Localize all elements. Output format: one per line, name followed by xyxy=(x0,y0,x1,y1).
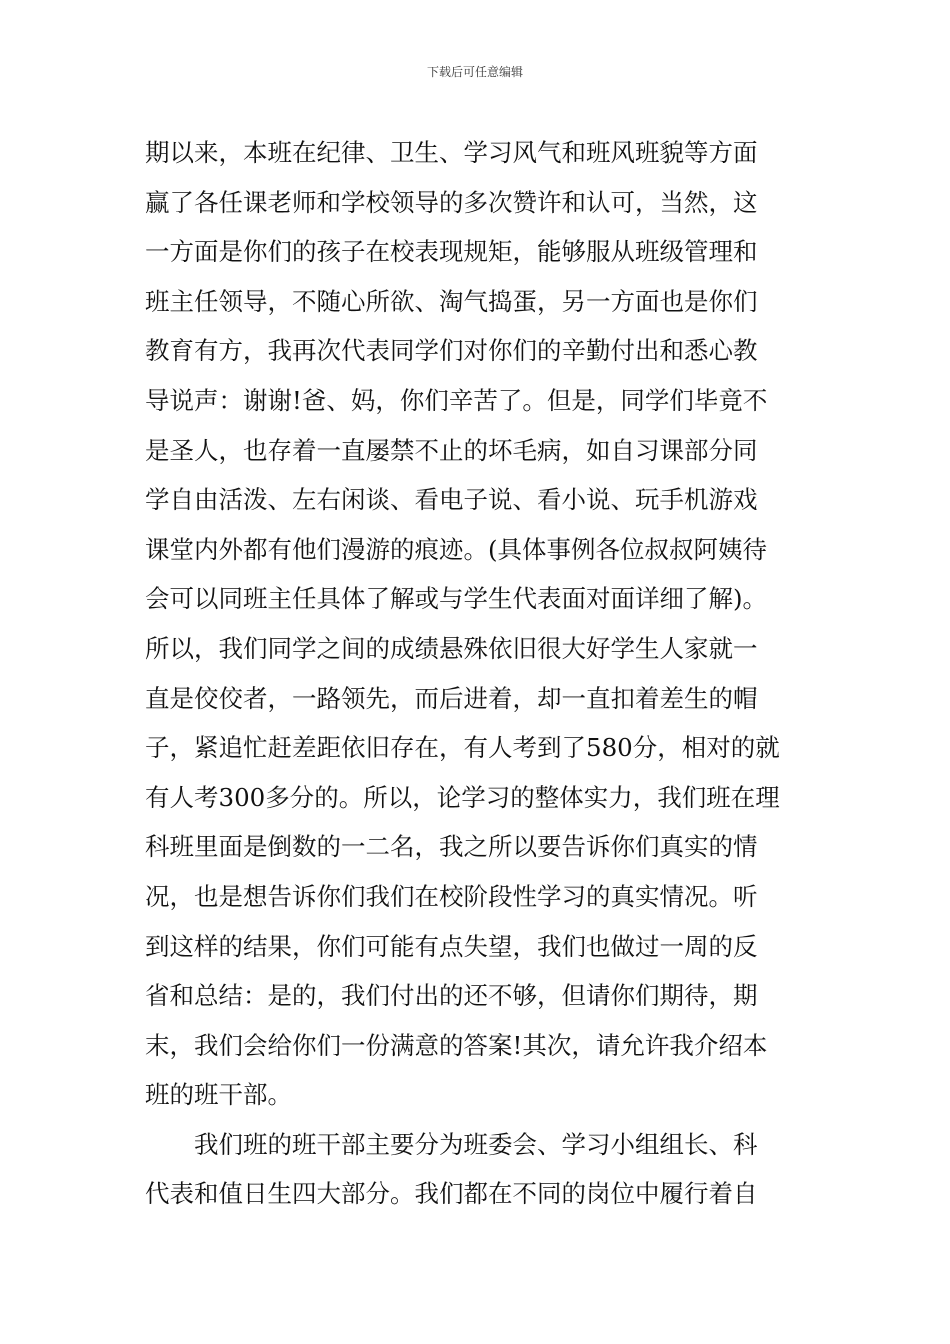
text-line: 省和总结：是的，我们付出的还不够，但请你们期待，期 xyxy=(145,981,758,1011)
text-line: 有人考300多分的。所以，论学习的整体实力，我们班在理 xyxy=(145,782,780,812)
paragraph-1 xyxy=(145,128,810,1120)
text-line: 学自由活泼、左右闲谈、看电子说、看小说、玩手机游戏 xyxy=(145,485,758,515)
text-line: 末，我们会给你们一份满意的答案!其次，请允许我介绍本 xyxy=(145,1030,768,1060)
text-line: 直是佼佼者，一路领先，而后进着，却一直扣着差生的帽 xyxy=(145,683,758,713)
text-line: 课堂内外都有他们漫游的痕迹。(具体事例各位叔叔阿姨待 xyxy=(145,534,768,564)
page-header: 下载后可任意编辑 xyxy=(426,65,523,79)
text-line: 期以来，本班在纪律、卫生、学习风气和班风班貌等方面 xyxy=(145,138,758,167)
text-line: 班的班干部。 xyxy=(145,1080,292,1110)
text-line: 到这样的结果，你们可能有点失望，我们也做过一周的反 xyxy=(145,931,758,961)
text-line: 科班里面是倒数的一二名，我之所以要告诉你们真实的情 xyxy=(145,832,758,862)
paragraph-2 xyxy=(145,1120,810,1219)
text-line: 赢了各任课老师和学校领导的多次赞许和认可，当然，这 xyxy=(145,187,758,217)
text-line: 况，也是想告诉你们我们在校阶段性学习的真实情况。听 xyxy=(145,881,758,911)
text-line: 班主任领导，不随心所欲、淘气捣蛋，另一方面也是你们 xyxy=(145,286,758,316)
document-body xyxy=(145,128,810,1219)
text-line: 一方面是你们的孩子在校表现规矩，能够服从班级管理和 xyxy=(145,237,758,267)
text-line: 子，紧追忙赶差距依旧存在，有人考到了580分，相对的就 xyxy=(145,733,780,763)
text-line: 导说声：谢谢!爸、妈，你们辛苦了。但是，同学们毕竟不 xyxy=(145,385,768,415)
text-line: 我们班的班干部主要分为班委会、学习小组组长、科 xyxy=(194,1129,758,1159)
text-line: 所以，我们同学之间的成绩悬殊依旧很大好学生人家就一 xyxy=(145,633,758,663)
text-line: 代表和值日生四大部分。我们都在不同的岗位中履行着自 xyxy=(145,1179,758,1209)
text-line: 是圣人，也存着一直屡禁不止的坏毛病，如自习课部分同 xyxy=(145,435,758,465)
text-line: 会可以同班主任具体了解或与学生代表面对面详细了解)。 xyxy=(145,584,768,614)
text-line: 教育有方，我再次代表同学们对你们的辛勤付出和悉心教 xyxy=(145,336,758,366)
